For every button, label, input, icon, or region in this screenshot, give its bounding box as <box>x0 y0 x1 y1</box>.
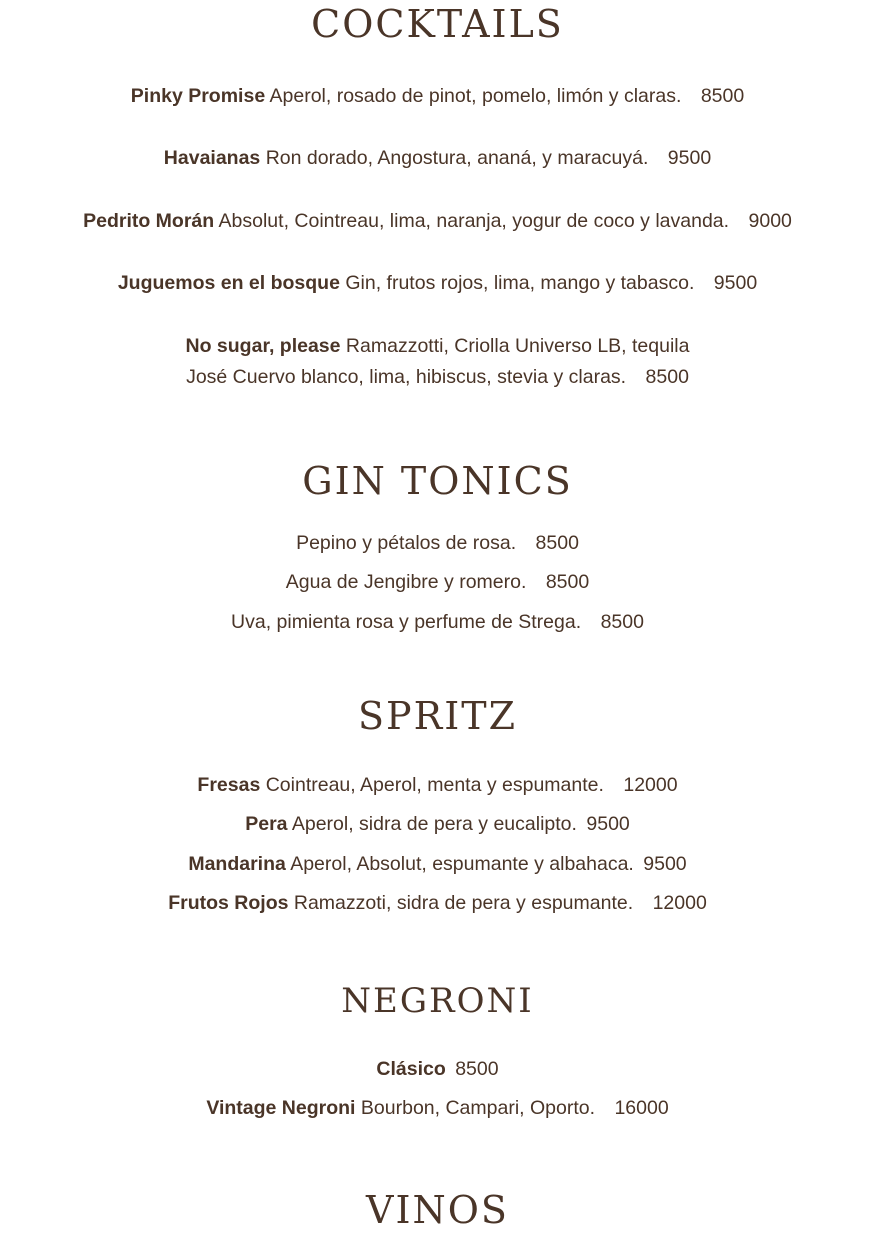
item-name: Pedrito Morán <box>83 210 215 232</box>
item-description: Gin, frutos rojos, lima, mango y tabasco. <box>345 272 695 294</box>
item-description: Pepino y pétalos de rosa. <box>296 532 517 554</box>
item-price: 9500 <box>586 813 630 835</box>
item-price: 9500 <box>643 853 687 875</box>
item-description: José Cuervo blanco, lima, hibiscus, stevia y claras. <box>186 366 627 388</box>
item-description: Bourbon, Campari, Oporto. <box>360 1097 596 1119</box>
item-name: Juguemos en el bosque <box>117 272 340 294</box>
item-price: 8500 <box>700 85 745 107</box>
item-description: Agua de Jengibre y romero. <box>285 571 527 593</box>
menu-item-pinky-promise <box>0 84 875 108</box>
menu-item-spritz-frutos-rojos <box>0 891 875 915</box>
item-price: 8500 <box>545 571 590 593</box>
menu-item-no-sugar-please-continued <box>0 365 875 389</box>
item-name: Mandarina <box>188 853 286 875</box>
item-name: Frutos Rojos <box>168 892 289 914</box>
item-price: 12000 <box>652 892 707 914</box>
item-description: Absolut, Cointreau, lima, naranja, yogur de coco y lavanda. <box>218 210 730 232</box>
menu-item-spritz-pera <box>0 812 875 836</box>
menu-item-no-sugar-please <box>0 334 875 358</box>
section-title-spritz: SPRITZ <box>358 694 517 738</box>
item-price: 9500 <box>713 272 758 294</box>
section-title-gin-tonics: GIN TONICS <box>302 459 573 503</box>
menu-item-gin-tonic-jengibre <box>0 570 875 594</box>
item-price: 8500 <box>535 532 579 554</box>
menu-item-vintage-negroni <box>0 1096 875 1120</box>
menu-item-havaianas <box>0 146 875 170</box>
item-price: 9500 <box>667 147 712 169</box>
item-description: Uva, pimienta rosa y perfume de Strega. <box>231 611 582 633</box>
menu-item-spritz-mandarina <box>0 852 875 876</box>
item-name: Clásico <box>376 1058 446 1080</box>
item-description: Aperol, rosado de pinot, pomelo, limón y claras. <box>269 85 682 107</box>
item-description: Cointreau, Aperol, menta y espumante. <box>265 774 604 796</box>
menu-item-gin-tonic-pepino <box>0 531 875 555</box>
item-price: 12000 <box>623 774 678 796</box>
item-name: Vintage Negroni <box>206 1097 356 1119</box>
section-title-negroni: NEGRONI <box>341 981 534 1021</box>
item-name: Pera <box>245 813 288 835</box>
section-title-cocktails: COCKTAILS <box>311 2 564 46</box>
item-name: No sugar, please <box>185 335 341 357</box>
item-name: Pinky Promise <box>130 85 266 107</box>
item-price: 16000 <box>614 1097 669 1119</box>
item-description: Ron dorado, Angostura, ananá, y maracuyá. <box>265 147 649 169</box>
item-description: Ramazzotti, Criolla Universo LB, tequila <box>345 335 690 357</box>
item-price: 8500 <box>645 366 689 388</box>
item-price: 9000 <box>748 210 792 232</box>
item-price: 8500 <box>600 611 644 633</box>
menu-item-gin-tonic-uva <box>0 610 875 634</box>
item-description: Aperol, sidra de pera y eucalipto. <box>291 813 577 835</box>
menu-item-spritz-fresas <box>0 773 875 797</box>
item-name: Fresas <box>197 774 261 796</box>
menu-item-pedrito-moran <box>0 209 875 233</box>
menu-item-juguemos-en-el-bosque <box>0 271 875 295</box>
section-title-vinos: VINOS <box>366 1188 509 1232</box>
item-price: 8500 <box>455 1058 499 1080</box>
item-description: Ramazzoti, sidra de pera y espumante. <box>293 892 634 914</box>
item-description: Aperol, Absolut, espumante y albahaca. <box>290 853 634 875</box>
menu-item-negroni-clasico <box>0 1057 875 1081</box>
item-name: Havaianas <box>163 147 261 169</box>
